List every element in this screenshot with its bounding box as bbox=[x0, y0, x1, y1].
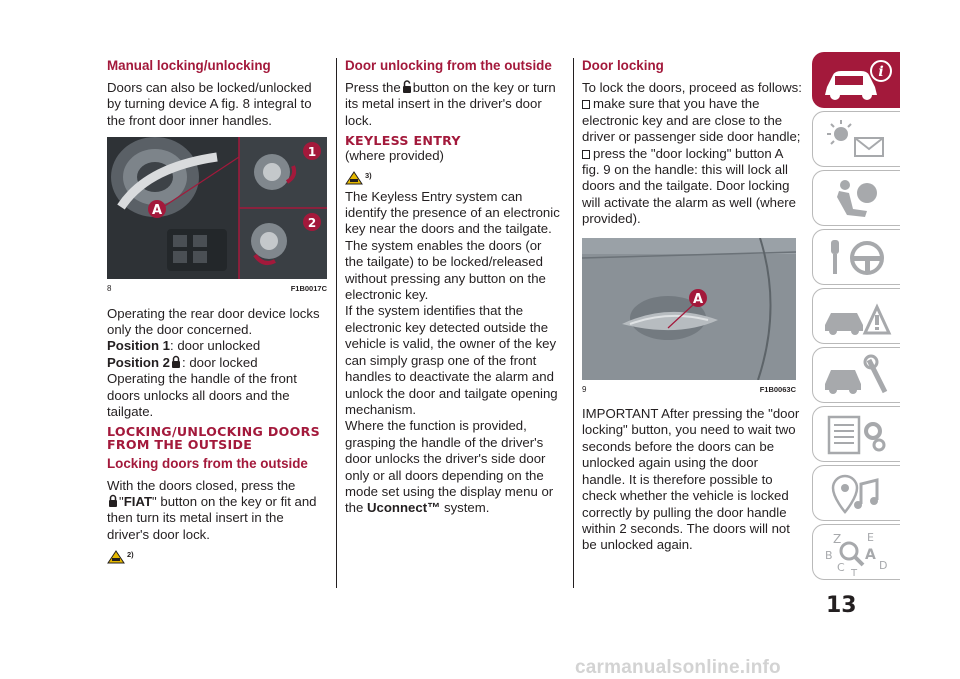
warning-ref-number: 3) bbox=[365, 171, 372, 181]
tab-car-info[interactable] bbox=[812, 52, 900, 108]
tab-safety[interactable] bbox=[812, 170, 900, 226]
fig8-label-1: 1 bbox=[307, 145, 317, 160]
paragraph-important: IMPORTANT After pressing the "door locking" button, you need to wait two seconds before the doors can be unlocked again using the door handle. It is therefore possible to check whether the vehicle is locked correctly by pulling the door handle within 2 seconds. The doors will not be unlocked again. bbox=[582, 406, 800, 553]
checkbox-bullet-icon bbox=[582, 100, 590, 109]
svg-text:i: i bbox=[878, 64, 884, 80]
warning-ref-number: 2) bbox=[127, 550, 134, 560]
chapter-tabs bbox=[812, 52, 900, 583]
column-middle bbox=[345, 58, 563, 517]
paragraph-lock-intro: To lock the doors, proceed as follows: bbox=[582, 80, 802, 95]
fig8-label-2: 2 bbox=[307, 216, 317, 231]
warning-car-icon bbox=[345, 171, 363, 185]
position-1-label: Position 1 bbox=[107, 338, 171, 354]
bullet-2-text: press the "door locking" button A fig. 9 on the handle: this will lock all doors and the tailgate. Door locking will activate the alarm as well (where provided). bbox=[582, 145, 797, 227]
padlock-locked-icon bbox=[171, 355, 181, 369]
doors-closed-text-b: " button on the key or fit and then turn its metal insert in the driver's door lock. bbox=[107, 494, 317, 542]
heading-manual-locking: Manual locking/unlocking bbox=[107, 58, 271, 73]
door-handle-photo bbox=[582, 238, 796, 380]
watermark: carmanualsonline.info bbox=[575, 657, 781, 678]
figure-number: 9 bbox=[582, 384, 587, 394]
paragraph-system-identifies: If the system identifies that the electronic key detected outside the vehicle is valid, the owner of the key can simply grasp one of the front handles to deactivate the alarm and unlock the door and tailgate opening mechanism. bbox=[345, 303, 558, 417]
padlock-unlocked-icon bbox=[402, 80, 412, 94]
key-steering-wheel-icon bbox=[819, 234, 895, 282]
figure-number: 8 bbox=[107, 284, 112, 294]
page-number: 13 bbox=[826, 593, 857, 618]
fig8-label-a: A bbox=[151, 203, 163, 219]
figure-8-door-lock-device bbox=[107, 137, 327, 279]
tab-multimedia[interactable] bbox=[812, 465, 900, 521]
column-divider bbox=[573, 58, 574, 588]
column-divider bbox=[336, 58, 337, 588]
press-text-a: Press the bbox=[345, 80, 401, 95]
tab-maintenance[interactable] bbox=[812, 347, 900, 403]
doors-closed-text-a: With the doors closed, press the bbox=[107, 477, 296, 493]
index-letter: C bbox=[837, 561, 845, 574]
padlock-locked-icon bbox=[108, 494, 118, 508]
index-letter: E bbox=[867, 531, 874, 544]
paragraph-front-handle: Operating the handle of the front doors unlocks all doors and the tailgate. bbox=[107, 371, 297, 420]
bullet-item-1 bbox=[582, 96, 802, 145]
tab-index[interactable] bbox=[812, 524, 900, 580]
warning-reference-3 bbox=[345, 168, 563, 184]
fiat-label: FIAT bbox=[123, 494, 153, 510]
tab-starting-driving[interactable] bbox=[812, 229, 900, 285]
technical-data-icon bbox=[819, 411, 895, 459]
heading-door-locking: Door locking bbox=[582, 58, 664, 73]
figure-code: F1B0017C bbox=[290, 284, 327, 294]
press-text-b: button on the key or turn its metal insert in the driver's door lock. bbox=[345, 80, 556, 128]
position-2-text: : door locked bbox=[182, 354, 258, 370]
warning-car-icon bbox=[107, 550, 125, 564]
tab-technical-data[interactable] bbox=[812, 406, 900, 462]
heading-locking-unlocking-outside: LOCKING/UNLOCKING DOORS FROM THE OUTSIDE bbox=[107, 424, 320, 453]
emergency-car-icon bbox=[819, 293, 895, 341]
index-letter: D bbox=[879, 559, 888, 572]
index-letter: T bbox=[851, 568, 858, 577]
function-text-b: system. bbox=[443, 500, 490, 516]
tab-emergency[interactable] bbox=[812, 288, 900, 344]
column-right bbox=[582, 58, 802, 554]
warning-reference-2 bbox=[107, 547, 327, 563]
airbag-passenger-icon bbox=[819, 175, 895, 223]
column-left bbox=[107, 58, 327, 568]
paragraph-system-enables: The system enables the doors (or the tailgate) to be locked/released without pressing any button on the electronic key. bbox=[345, 237, 546, 303]
door-lock-photo bbox=[107, 137, 327, 279]
figure-8-caption bbox=[107, 281, 327, 297]
paragraph-keyless-system: The Keyless Entry system can identify the presence of an electronic key near the doors and the tailgate. bbox=[345, 188, 560, 237]
warning-lights-icon bbox=[819, 116, 895, 164]
bullet-1-text: make sure that you have the electronic key and are close to the driver or passenger side door handle; bbox=[582, 96, 801, 145]
multimedia-icon bbox=[819, 470, 895, 518]
paragraph-function-provided bbox=[345, 418, 563, 516]
paragraph-manual-locking: Doors can also be locked/unlocked by turning device A fig. 8 integral to the front door inner handles. bbox=[107, 80, 312, 128]
where-provided: (where provided) bbox=[345, 147, 444, 163]
figure-9-caption bbox=[582, 382, 796, 398]
bullet-item-2 bbox=[582, 146, 802, 228]
position-1-line bbox=[107, 338, 327, 354]
position-1-text: : door unlocked bbox=[170, 338, 261, 354]
fig9-label-a: A bbox=[692, 291, 704, 307]
function-text-a: Where the function is provided, grasping the handle of the driver's door unlocks the driver's side door only or all doors depending on the mode set using the display menu or the bbox=[345, 418, 554, 516]
heading-door-unlocking-outside: Door unlocking from the outside bbox=[345, 58, 552, 73]
position-2-label: Position 2 bbox=[107, 354, 171, 370]
index-letter: B bbox=[825, 549, 833, 562]
figure-code: F1B0063C bbox=[759, 384, 796, 394]
index-letter: A bbox=[865, 547, 876, 563]
heading-keyless-entry: KEYLESS ENTRY bbox=[345, 133, 461, 149]
alphabetical-index-icon bbox=[819, 529, 895, 577]
checkbox-bullet-icon bbox=[582, 150, 590, 159]
paragraph-rear-door: Operating the rear door device locks only the door concerned. bbox=[107, 305, 320, 338]
paragraph-press-unlock bbox=[345, 80, 563, 129]
uconnect-label: Uconnect™ bbox=[367, 500, 441, 516]
figure-9-door-handle bbox=[582, 238, 796, 380]
heading-locking-doors-outside: Locking doors from the outside bbox=[107, 455, 308, 471]
maintenance-car-icon bbox=[819, 352, 895, 400]
car-info-icon bbox=[819, 57, 895, 105]
fiat-quote-open: " bbox=[119, 494, 124, 510]
tab-warning-lights[interactable] bbox=[812, 111, 900, 167]
paragraph-doors-closed bbox=[107, 478, 327, 544]
position-2-line bbox=[107, 355, 327, 371]
index-letter: Z bbox=[833, 532, 842, 546]
